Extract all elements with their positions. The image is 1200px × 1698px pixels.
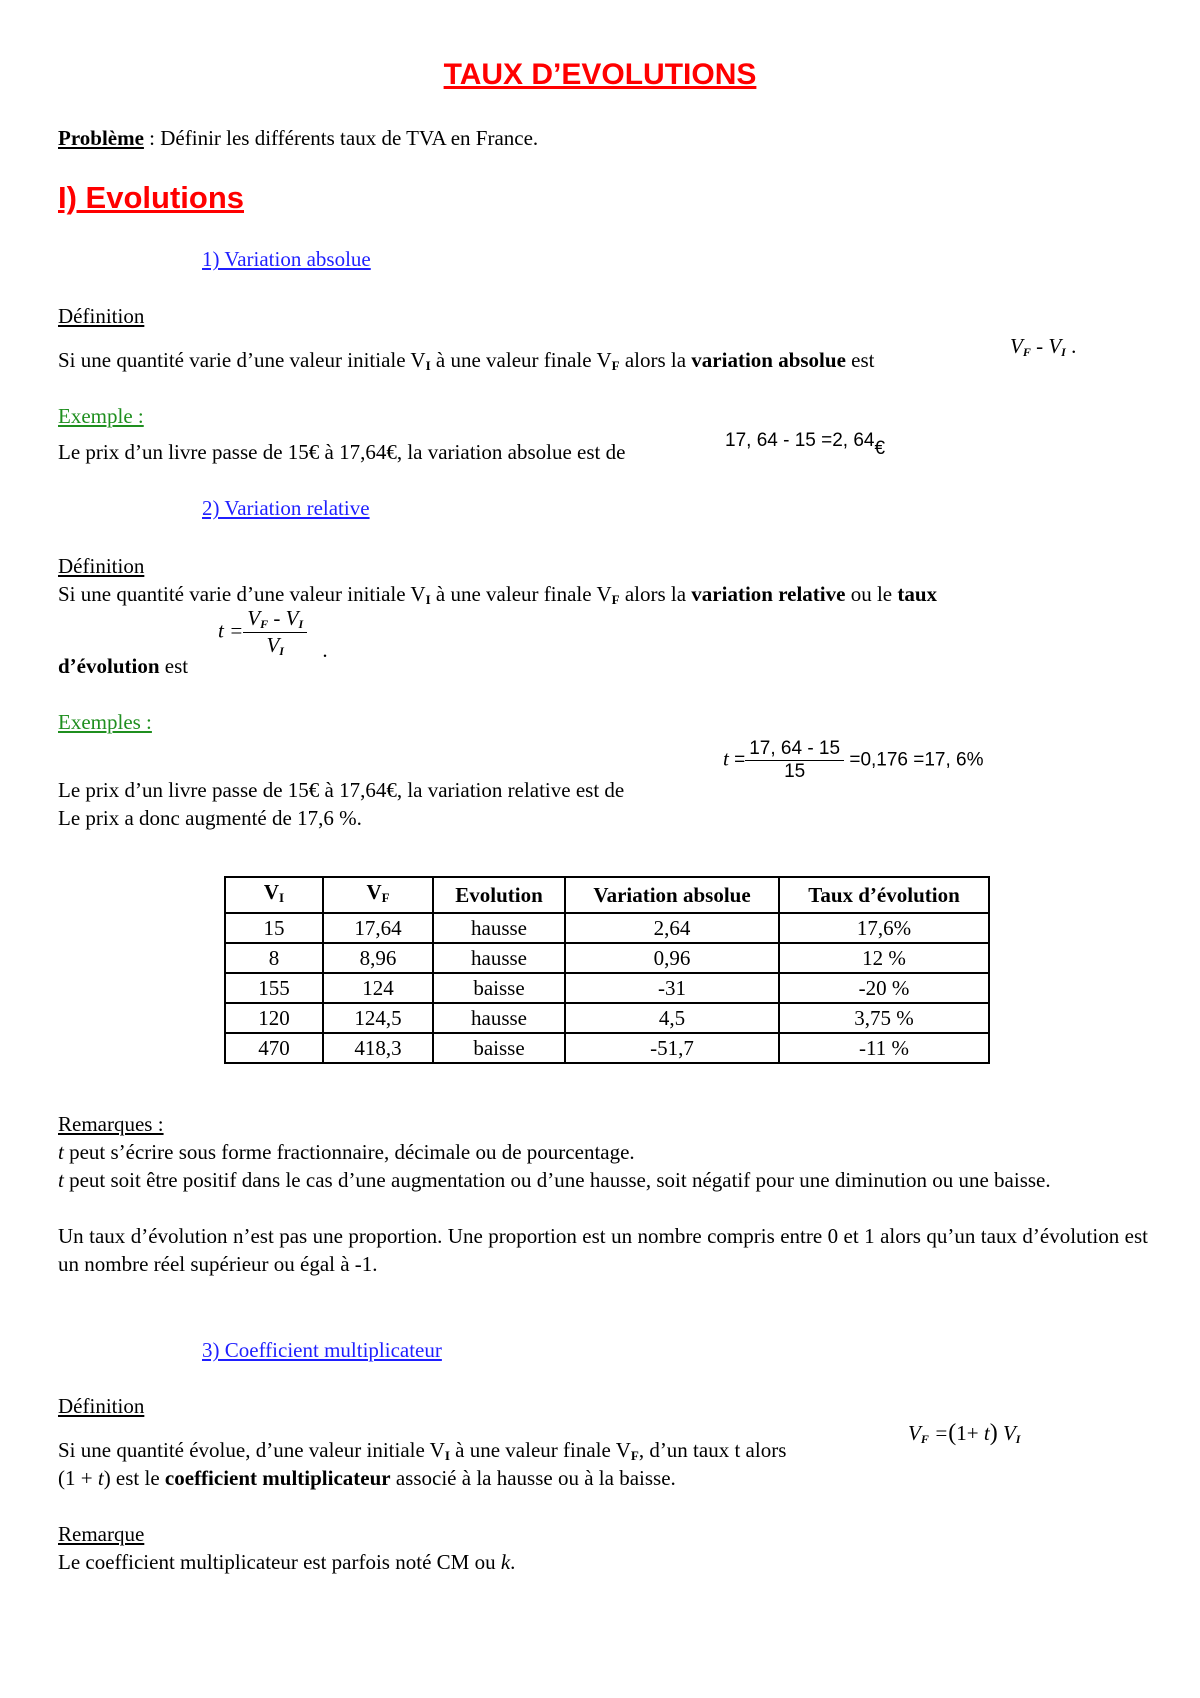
definition-label-2: Définition xyxy=(58,554,145,578)
example-formula-1: 17, 64 - 15 =2, 64€ xyxy=(725,430,886,459)
header-vi: $V_I$ xyxy=(225,877,323,913)
formula-absolute-variation: $V_F - V_I$ . xyxy=(1010,334,1077,359)
evolution-table xyxy=(224,876,990,1064)
page-title: TAUX D’EVOLUTIONS xyxy=(443,58,757,91)
formula-coefficient: $V_F =(1+ t)$ $V_I$ xyxy=(908,1420,1021,1446)
example-formula-2: t = $\frac{17, 64 - 15}{15}$ =0,176 =17, 6% xyxy=(723,738,984,782)
section-heading: I) Evolutions xyxy=(58,180,244,215)
table-row: 470 418,3 baisse -51,7 -11 % xyxy=(225,1033,989,1063)
table-row: 15 17,64 hausse 2,64 17,6% xyxy=(225,913,989,943)
definition-text-3: Si une quantité évolue, d’une valeur initiale $V_I$ à une valeur finale $V_F$, d’un taux t alors xyxy=(58,1438,787,1463)
example-text-1: Le prix d’un livre passe de 15€ à 17,64€, la variation absolue est de xyxy=(58,440,626,464)
header-vf: $V_F$ xyxy=(323,877,433,913)
example-text-2: Le prix d’un livre passe de 15€ à 17,64€, la variation relative est de xyxy=(58,778,625,802)
remark-3: Un taux d’évolution n’est pas une proportion. Une proportion est un nombre compris entre 0 et 1 alors qu’un taux d’évolution est un nombre réel supérieur ou égal à -1. xyxy=(58,1224,1148,1276)
example-label-2: Exemples : xyxy=(58,710,152,734)
problem-line xyxy=(58,124,538,152)
formula-relative-variation: t = $\frac{V_F - V_I}{V_I}$ . xyxy=(218,606,328,663)
table-row: 155 124 baisse -31 -20 % xyxy=(225,973,989,1003)
remark-2: t peut soit être positif dans le cas d’une augmentation ou d’une hausse, soit négatif pour une diminution ou une baisse. xyxy=(58,1168,1051,1192)
definition-label-3: Définition xyxy=(58,1394,145,1418)
definition-text-2-cont: d’évolution est xyxy=(58,654,189,678)
header-taux: Taux d’évolution xyxy=(779,877,989,913)
example-label-1: Exemple : xyxy=(58,404,144,428)
remarks-label: Remarques : xyxy=(58,1112,164,1136)
table-header-row xyxy=(225,877,989,913)
problem-text: : Définir les différents taux de TVA en France. xyxy=(143,126,539,150)
definition-text-2: Si une quantité varie d’une valeur initiale $V_I$ à une valeur finale $V_F$ alors la variation relative ou le taux xyxy=(58,582,938,607)
table-row: 8 8,96 hausse 0,96 12 % xyxy=(225,943,989,973)
table-row: 120 124,5 hausse 4,5 3,75 % xyxy=(225,1003,989,1033)
remark-text-3: Le coefficient multiplicateur est parfois noté CM ou k. xyxy=(58,1550,516,1574)
remark-1: t peut s’écrire sous forme fractionnaire, décimale ou de pourcentage. xyxy=(58,1140,635,1164)
example-text-2b: Le prix a donc augmenté de 17,6 %. xyxy=(58,806,362,830)
remark-label-3: Remarque xyxy=(58,1522,145,1546)
coefficient-line: (1 + t) est le coefficient multiplicateur associé à la hausse ou à la baisse. xyxy=(58,1466,676,1490)
header-variation-absolue: Variation absolue xyxy=(565,877,779,913)
definition-text-1: Si une quantité varie d’une valeur initiale $V_I$ à une valeur finale $V_F$ alors la variation absolue est xyxy=(58,348,875,373)
subsection-heading-3: 3) Coefficient multiplicateur xyxy=(202,1338,442,1362)
header-evolution: Evolution xyxy=(433,877,565,913)
subsection-heading-1: 1) Variation absolue xyxy=(202,247,371,271)
subsection-heading-2: 2) Variation relative xyxy=(202,496,370,520)
definition-label-1: Définition xyxy=(58,304,145,328)
problem-label: Problème xyxy=(58,126,144,150)
